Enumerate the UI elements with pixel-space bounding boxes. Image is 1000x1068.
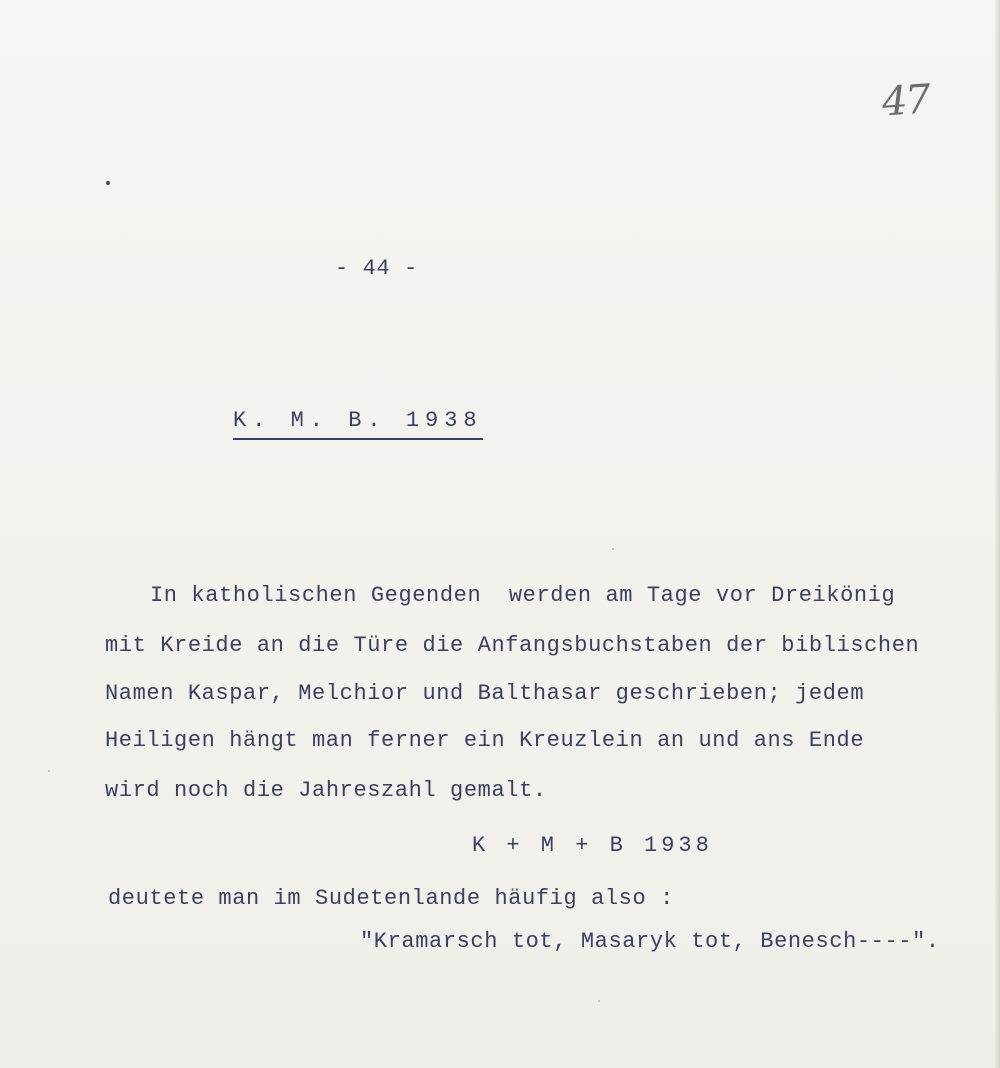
archive-page-number: 47 — [880, 76, 931, 126]
body-line: Namen Kaspar, Melchior und Balthasar geschrieben; jedem — [105, 681, 865, 706]
body-line: In katholischen Gegenden werden am Tage vor Dreikönig — [150, 583, 896, 608]
paper-edge-shadow — [994, 0, 1000, 1068]
document-heading: K. M. B. 1938 — [233, 410, 483, 440]
quote-line: "Kramarsch tot, Masaryk tot, Benesch----". — [360, 929, 940, 954]
body-line: wird noch die Jahreszahl gemalt. — [105, 778, 547, 803]
interpretation-intro: deutete man im Sudetenlande häufig also : — [108, 886, 674, 911]
ink-dot — [106, 181, 110, 185]
paper-speck — [48, 770, 50, 772]
paper-speck — [598, 1000, 600, 1002]
paper-speck — [612, 548, 614, 550]
body-line: mit Kreide an die Türe die Anfangsbuchstaben der biblischen — [105, 633, 920, 658]
page-number: - 44 - — [335, 256, 418, 281]
body-line: Heiligen hängt man ferner ein Kreuzlein an und ans Ende — [105, 728, 865, 753]
kmb-formula: K + M + B 1938 — [472, 833, 713, 858]
